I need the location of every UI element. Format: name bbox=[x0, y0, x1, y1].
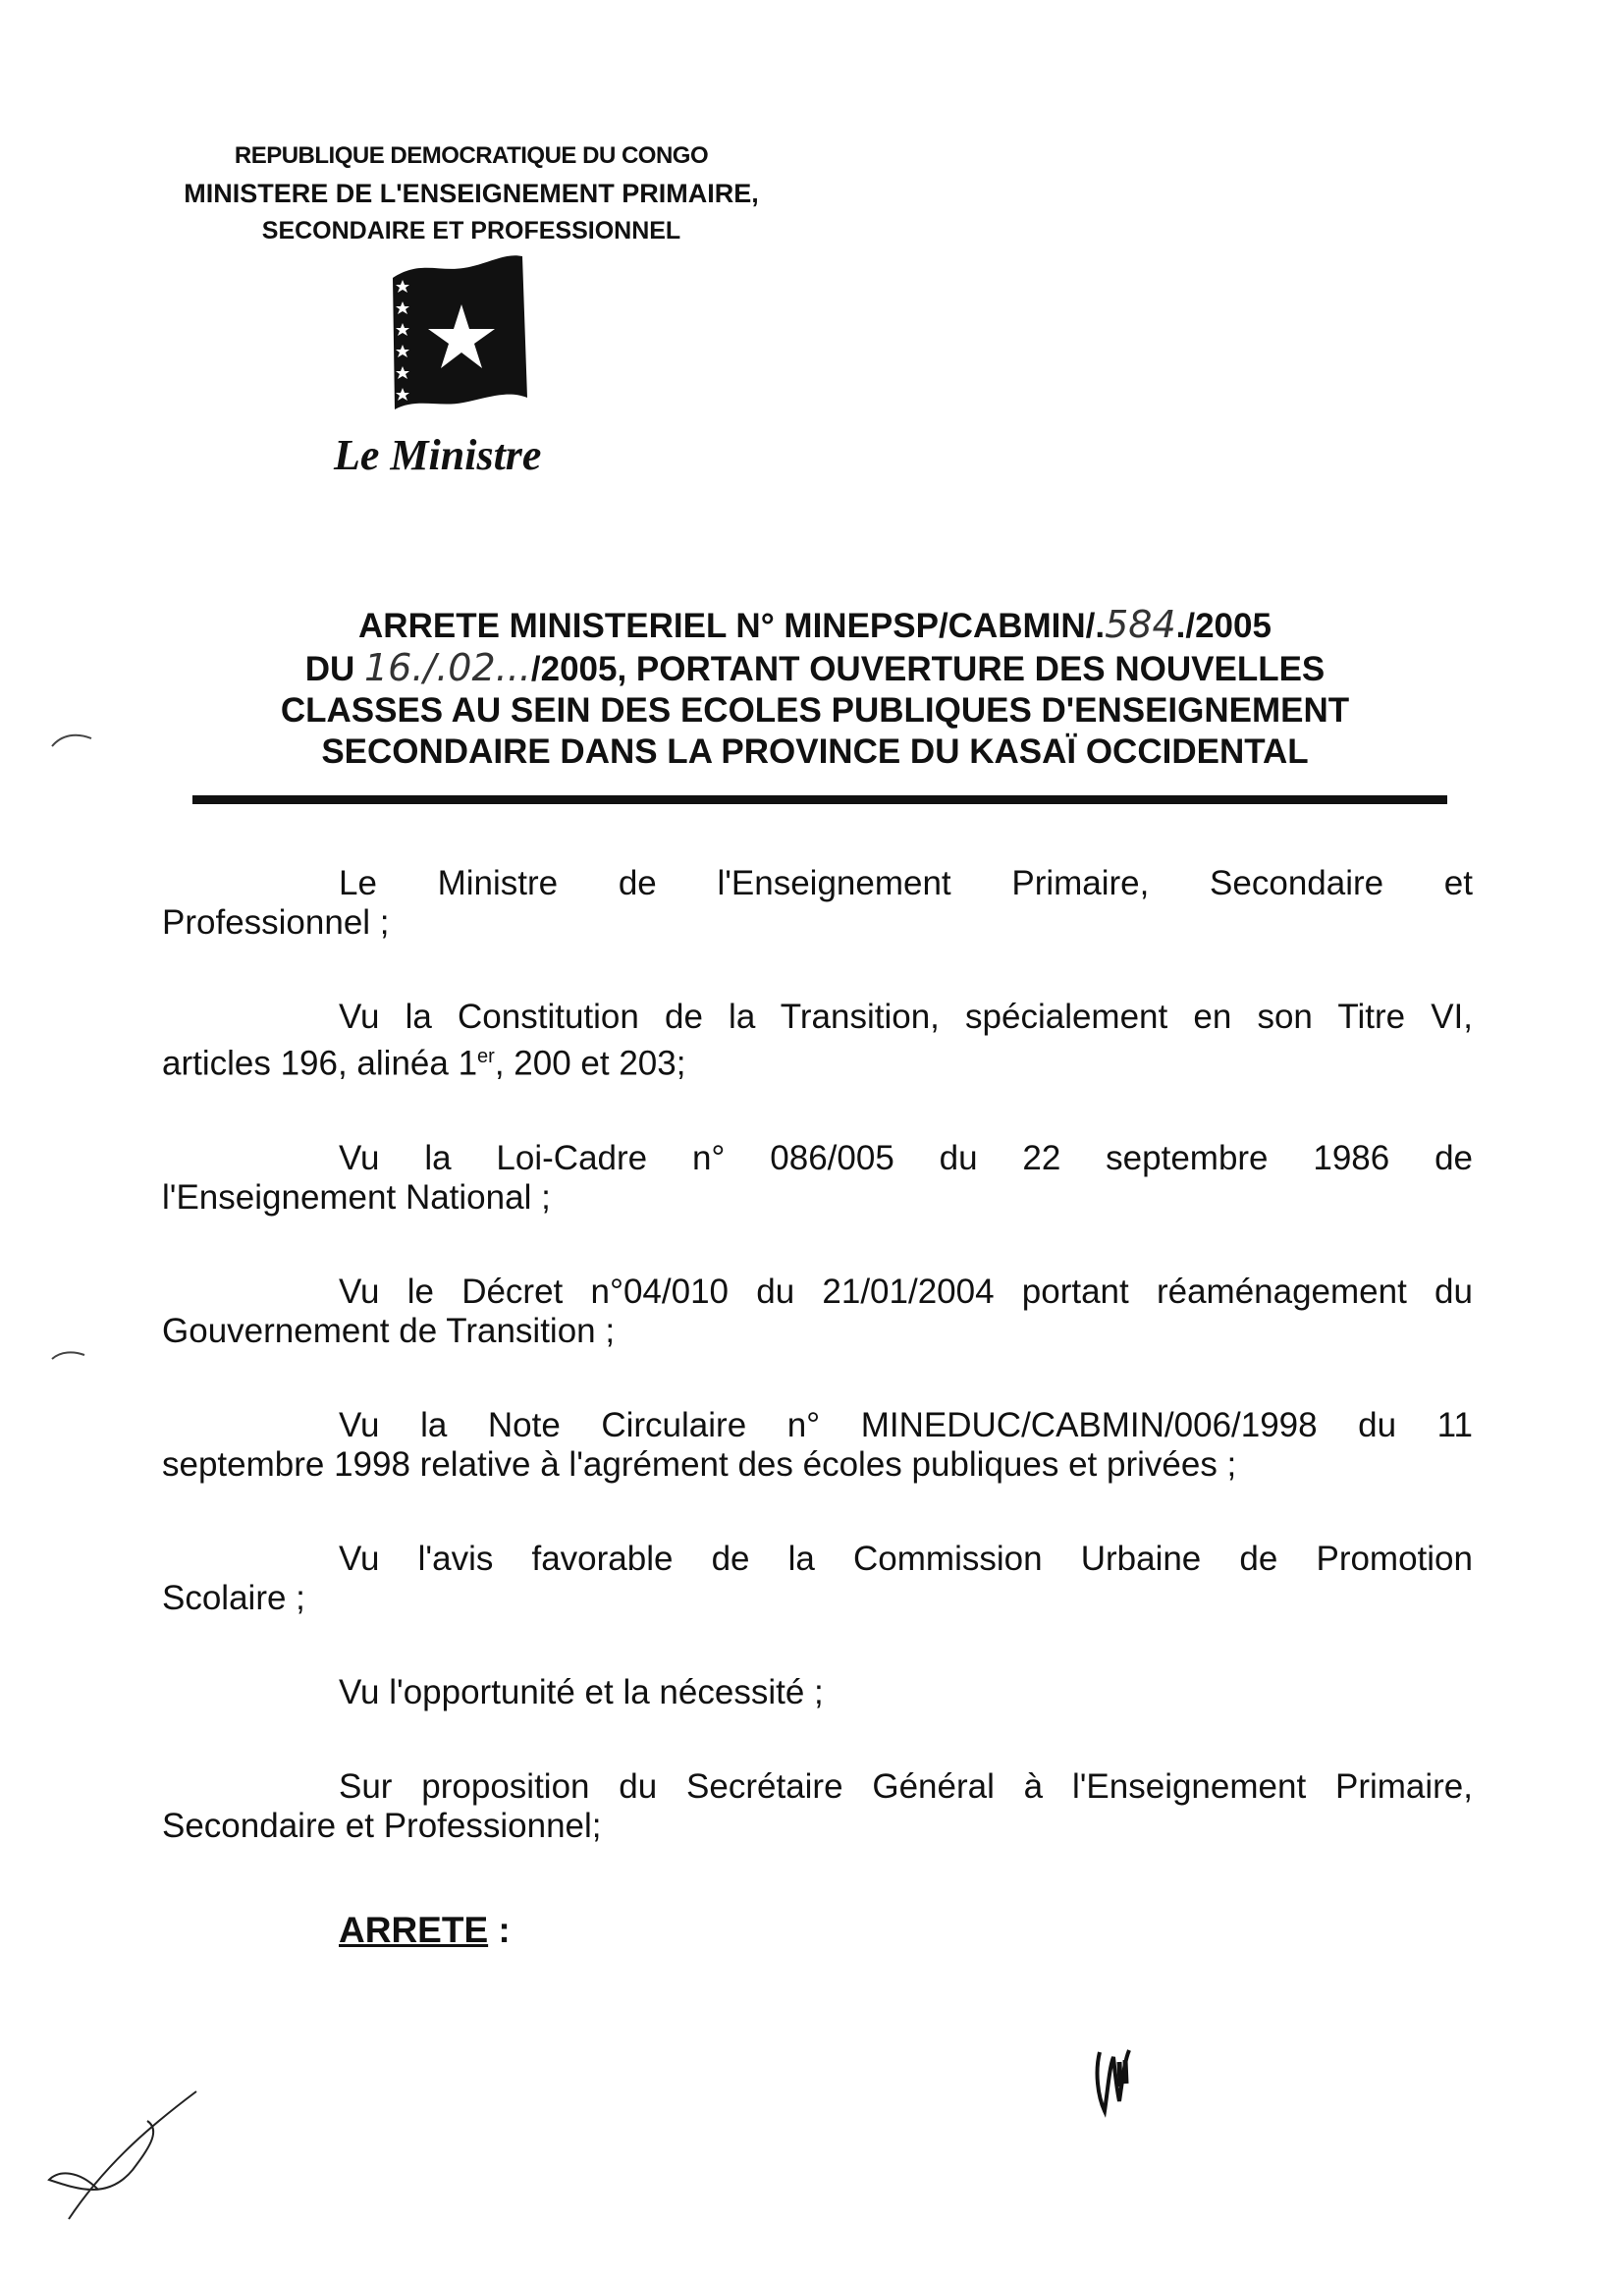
paragraph bbox=[162, 998, 1473, 1084]
scan-mark-icon bbox=[47, 727, 96, 756]
decree-line-3: CLASSES AU SEIN DES ECOLES PUBLIQUES D'ENSEIGNEMENT bbox=[280, 691, 1350, 730]
letterhead-country: REPUBLIQUE DEMOCRATIQUE DU CONGO bbox=[234, 142, 709, 169]
paragraph-rest: Professionnel ; bbox=[162, 903, 390, 942]
decree-number-suffix: ./2005 bbox=[1175, 607, 1272, 645]
paragraph-first-line: Vu le Décret n°04/010 du 21/01/2004 portant réaménagement du bbox=[339, 1272, 1473, 1311]
paragraph-rest: Secondaire et Professionnel; bbox=[162, 1806, 602, 1845]
paragraph-rest: l'Enseignement National ; bbox=[162, 1177, 551, 1217]
decree-line-2 bbox=[128, 647, 1502, 690]
paragraph bbox=[162, 1406, 1473, 1485]
paragraph-first-line: Vu la Loi-Cadre n° 086/005 du 22 septembre 1986 de bbox=[339, 1138, 1473, 1177]
paragraph-rest-end: , 200 et 203; bbox=[494, 1044, 686, 1083]
letterhead-ministry-cont: SECONDAIRE ET PROFESSIONNEL bbox=[261, 217, 681, 244]
decree-line-1 bbox=[128, 604, 1502, 647]
arrete-heading bbox=[339, 1910, 511, 1951]
paragraph-rest: Gouvernement de Transition ; bbox=[162, 1311, 616, 1350]
preamble bbox=[162, 864, 1473, 1901]
paragraph bbox=[162, 1139, 1473, 1218]
decree-date-prefix: DU bbox=[304, 650, 364, 688]
decree-line-4: SECONDAIRE DANS LA PROVINCE DU KASAÏ OCCIDENTAL bbox=[321, 732, 1309, 771]
paragraph bbox=[162, 1540, 1473, 1618]
paragraph-first-line: Vu l'opportunité et la nécessité ; bbox=[339, 1672, 824, 1711]
paragraph-first-line: Sur proposition du Secrétaire Général à l'Enseignement Primaire, bbox=[339, 1766, 1473, 1806]
letterhead bbox=[0, 137, 943, 249]
paragraph-first-line: Vu la Note Circulaire n° MINEDUC/CABMIN/006/1998 du 11 bbox=[339, 1405, 1473, 1444]
paragraph bbox=[162, 1273, 1473, 1351]
decree-date-suffix: /2005, PORTANT OUVERTURE DES NOUVELLES bbox=[530, 650, 1326, 688]
paragraph-rest: articles 196, alinéa 1 bbox=[162, 1044, 478, 1083]
drc-flag-emblem-icon bbox=[385, 250, 542, 417]
paragraph bbox=[162, 1673, 1473, 1712]
handwritten-initials-icon bbox=[1090, 2033, 1139, 2121]
handwritten-decree-number: 584 bbox=[1105, 603, 1176, 646]
minister-title: Le Ministre bbox=[334, 431, 542, 479]
paragraph bbox=[162, 1767, 1473, 1846]
letterhead-ministry: MINISTERE DE L'ENSEIGNEMENT PRIMAIRE, bbox=[184, 179, 759, 208]
decree-number-prefix: ARRETE MINISTERIEL N° MINEPSP/CABMIN/. bbox=[358, 607, 1106, 645]
paragraph-rest: Scolaire ; bbox=[162, 1578, 305, 1617]
arrete-colon: : bbox=[488, 1910, 511, 1950]
title-divider bbox=[192, 795, 1447, 804]
paragraph-first-line: Vu la Constitution de la Transition, spécialement en son Titre VI, bbox=[339, 998, 1473, 1036]
decree-title bbox=[128, 604, 1502, 773]
signature-icon bbox=[39, 2082, 206, 2239]
arrete-label: ARRETE bbox=[339, 1910, 489, 1950]
paragraph-first-line: Vu l'avis favorable de la Commission Urbaine de Promotion bbox=[339, 1539, 1473, 1578]
handwritten-decree-date: 16./.02... bbox=[363, 646, 531, 689]
scan-mark-icon bbox=[49, 1345, 88, 1365]
superscript: er bbox=[477, 1046, 495, 1067]
paragraph-first-line: Le Ministre de l'Enseignement Primaire, Secondaire et bbox=[339, 864, 1473, 902]
paragraph-rest: septembre 1998 relative à l'agrément des écoles publiques et privées ; bbox=[162, 1444, 1237, 1484]
paragraph bbox=[162, 864, 1473, 943]
